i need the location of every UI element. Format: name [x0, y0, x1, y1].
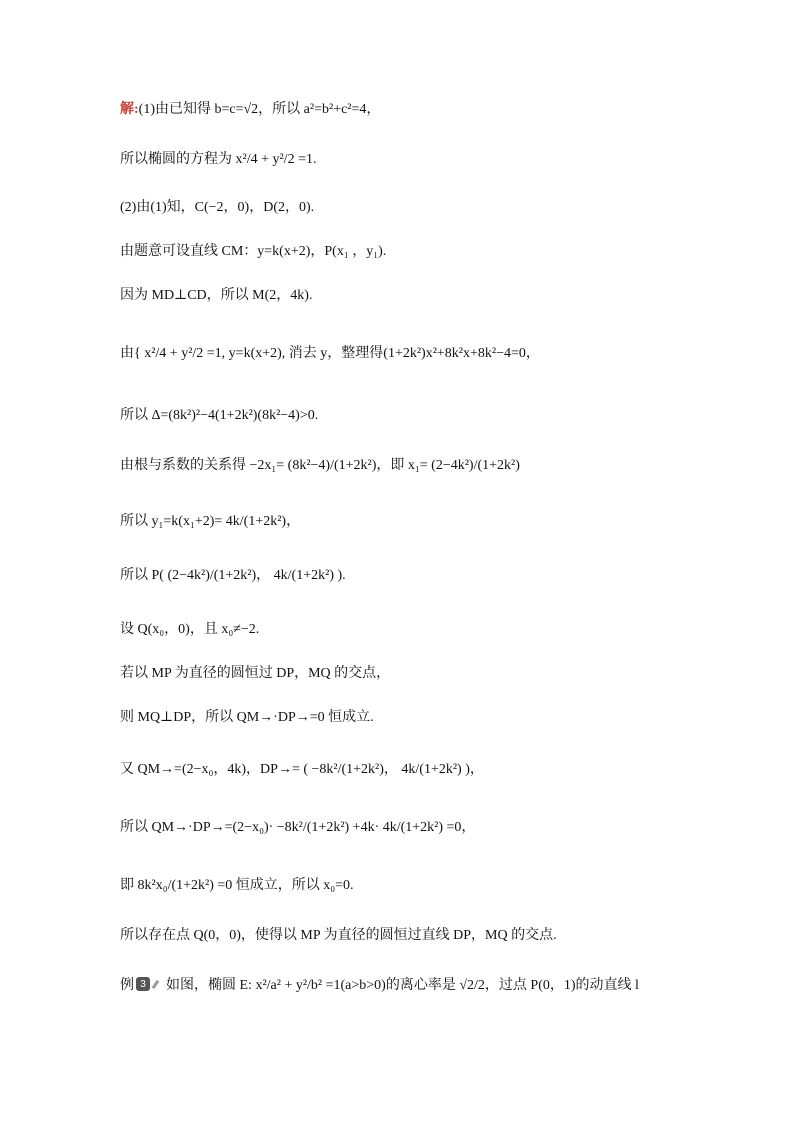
line-text: 所以 QM→·DP→=(2−x₀)· −8k²/(1+2k²) +4k· 4k/(1+2k²) =0， [120, 820, 476, 835]
solution-line-3 [120, 186, 684, 226]
line-text: 所以 y₁=k(x₁+2)= 4k/(1+2k²)， [120, 514, 301, 529]
line-text: (1)由已知得 b=c=√2，所以 a²=b²+c²=4， [138, 102, 381, 117]
solution-line-5 [120, 274, 684, 314]
line-text: 所以 Δ=(8k²)²−4(1+2k²)(8k²−4)>0. [120, 408, 319, 423]
line-text: 又 QM→=(2−x₀，4k)，DP→= ( −8k²/(1+2k²)， 4k/(1+2k²) )， [120, 762, 484, 777]
line-text: 所以存在点 Q(0，0)，使得以 MP 为直径的圆恒过直线 DP，MQ 的交点. [120, 928, 557, 943]
line-text: 则 MQ⊥DP，所以 QM→·DP→=0 恒成立. [120, 710, 374, 725]
solution-line-10 [120, 554, 684, 594]
solution-line-12 [120, 652, 684, 692]
solution-line-17 [120, 914, 684, 954]
solution-line-9 [120, 500, 684, 540]
line-text: 因为 MD⊥CD，所以 M(2，4k). [120, 288, 313, 303]
solution-label: 解: [120, 102, 139, 117]
example-prefix: 例 [120, 978, 134, 993]
solution-line-8 [120, 444, 684, 484]
line-text: 所以椭圆的方程为 x²/4 + y²/2 =1. [120, 152, 317, 167]
solution-line-13 [120, 696, 684, 736]
solution-line-6 [120, 332, 684, 372]
solution-line-1 [120, 88, 684, 128]
solution-line-14 [120, 748, 684, 788]
pen-icon [152, 979, 162, 989]
solution-line-16 [120, 864, 684, 904]
line-text: 由{ x²/4 + y²/2 =1, y=k(x+2), 消去 y，整理得(1+2k²)x²+8k²x+8k²−4=0， [120, 346, 540, 361]
example-text: 如图，椭圆 E: x²/a² + y²/b² =1(a>b>0)的离心率是 √2/2，过点 P(0，1)的动直线 l [166, 978, 639, 993]
example-line [120, 964, 684, 1004]
line-text: 即 8k²x₀/(1+2k²) =0 恒成立，所以 x₀=0. [120, 878, 354, 893]
line-text: 所以 P( (2−4k²)/(1+2k²)， 4k/(1+2k²) ). [120, 568, 346, 583]
line-text: 由题意可设直线 CM：y=k(x+2)，P(x₁ ，y₁). [120, 244, 387, 259]
solution-line-7 [120, 394, 684, 434]
solution-line-4 [120, 230, 684, 270]
line-text: (2)由(1)知，C(−2，0)，D(2，0). [120, 200, 315, 215]
line-text: 由根与系数的关系得 −2x₁= (8k²−4)/(1+2k²)，即 x₁= (2−4k²)/(1+2k²) [120, 458, 520, 473]
line-text: 若以 MP 为直径的圆恒过 DP，MQ 的交点， [120, 666, 391, 681]
line-text: 设 Q(x₀，0)，且 x₀≠−2. [120, 622, 260, 637]
solution-line-2 [120, 138, 684, 178]
solution-line-15 [120, 806, 684, 846]
solution-line-11 [120, 608, 684, 648]
example-number-badge: 3 [136, 977, 150, 991]
